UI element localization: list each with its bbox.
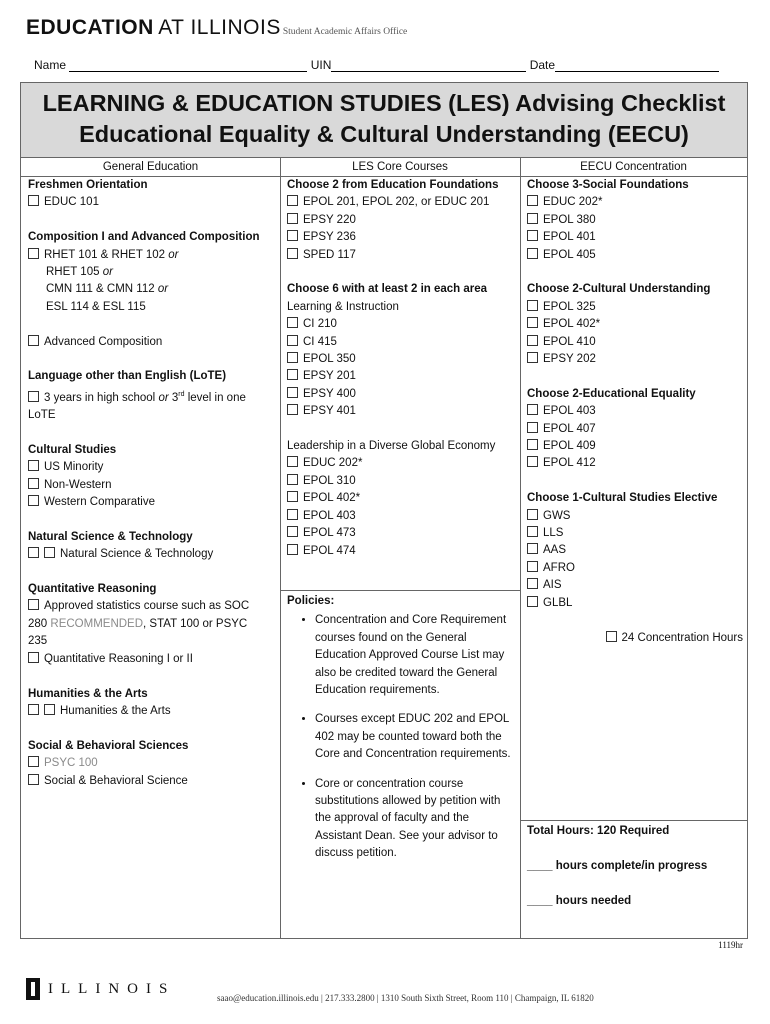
brand-education: EDUCATION	[26, 16, 154, 39]
brand-at-illinois: AT ILLINOIS	[158, 16, 281, 39]
checkbox[interactable]	[28, 547, 39, 558]
checklist-item[interactable]: EPSY 201	[287, 368, 517, 385]
policies-list	[287, 612, 513, 862]
checklist-item[interactable]: EPOL 401	[527, 229, 745, 246]
checkbox[interactable]	[527, 561, 538, 572]
section-heading: Cultural Studies	[28, 443, 117, 456]
checkbox[interactable]	[287, 404, 298, 415]
checklist-item[interactable]: EPOL 325	[527, 299, 745, 316]
option-line: ESL 114 & ESL 115	[46, 300, 146, 313]
checkbox[interactable]	[287, 474, 298, 485]
checklist-item[interactable]: EDUC 202*	[527, 194, 745, 211]
checklist-item[interactable]: EPOL 474	[287, 543, 517, 560]
info-fields	[34, 58, 719, 72]
checklist-item[interactable]: Western Comparative	[28, 494, 276, 511]
checklist-item[interactable]: EPOL 407	[527, 421, 745, 438]
checkbox[interactable]	[527, 352, 538, 363]
checkbox[interactable]	[44, 704, 55, 715]
checkbox[interactable]	[28, 195, 39, 206]
checkbox[interactable]	[28, 756, 39, 767]
checklist-item[interactable]: EDUC 202*	[287, 455, 517, 472]
checkbox[interactable]	[287, 491, 298, 502]
illinois-wordmark: ILLINOIS	[48, 980, 176, 997]
item-continuation: LoTE	[28, 409, 56, 422]
checkbox[interactable]	[287, 213, 298, 224]
checkbox[interactable]	[527, 404, 538, 415]
checkbox[interactable]	[527, 543, 538, 554]
checklist-item[interactable]: GWS	[527, 508, 745, 525]
divider	[520, 820, 747, 821]
checkbox[interactable]	[28, 704, 39, 715]
office-name: Student Academic Affairs Office	[282, 27, 408, 37]
checkbox[interactable]	[28, 774, 39, 785]
option-line: CMN 111 & CMN 112 or	[46, 283, 169, 296]
checkbox[interactable]	[287, 195, 298, 206]
policy-item: • Courses except EDUC 202 and EPOL 402 may be counted toward both the Core and Concentration requirements.	[315, 711, 513, 763]
checklist-item[interactable]: RHET 101 & RHET 102 or	[28, 247, 276, 264]
col-head-les-core: LES Core Courses	[352, 161, 448, 173]
option-line: RHET 105 or	[46, 266, 113, 279]
checkbox[interactable]	[287, 369, 298, 380]
uin-field[interactable]	[331, 59, 526, 72]
checklist-item[interactable]: AIS	[527, 577, 745, 594]
checklist-item[interactable]: EPOL 412	[527, 455, 745, 472]
area-heading: Leadership in a Diverse Global Economy	[287, 440, 496, 453]
checklist-item[interactable]: Humanities & the Arts	[28, 703, 276, 720]
section-heading: Humanities & the Arts	[28, 687, 148, 700]
checkbox[interactable]	[527, 422, 538, 433]
name-label: Name	[34, 58, 67, 72]
checkbox[interactable]	[287, 544, 298, 555]
checkbox[interactable]	[28, 652, 39, 663]
hours-complete-field[interactable]: ____ hours complete/in progress	[527, 859, 708, 872]
date-field[interactable]	[555, 59, 719, 72]
section-heading: Language other than English (LoTE)	[28, 370, 227, 383]
checklist-item[interactable]: AFRO	[527, 560, 745, 577]
checkbox[interactable]	[527, 456, 538, 467]
checkbox[interactable]	[527, 439, 538, 450]
policies-heading: Policies:	[287, 595, 335, 607]
checklist-item[interactable]: EPOL 402*	[527, 316, 745, 333]
checklist-item[interactable]: EPOL 350	[287, 351, 517, 368]
checklist-item[interactable]: EPSY 401	[287, 403, 517, 420]
checkbox[interactable]	[28, 599, 39, 610]
version-code: 1119hr	[718, 940, 743, 950]
checkbox[interactable]	[527, 509, 538, 520]
uin-label: UIN	[310, 58, 332, 72]
checklist-item[interactable]: Approved statistics course such as SOC	[28, 598, 276, 615]
col-head-eecu: EECU Concentration	[580, 161, 687, 173]
checklist-item[interactable]: EPSY 400	[287, 386, 517, 403]
title-box	[20, 82, 748, 158]
checkbox[interactable]	[527, 335, 538, 346]
checkbox[interactable]	[287, 352, 298, 363]
checkbox[interactable]	[287, 248, 298, 259]
checklist-item[interactable]: US Minority	[28, 459, 276, 476]
checklist-item[interactable]: Natural Science & Technology	[28, 546, 276, 563]
section-heading: Choose 6 with at least 2 in each area	[287, 283, 488, 296]
item-continuation: 235	[28, 635, 48, 648]
checkbox[interactable]	[527, 300, 538, 311]
section-heading: Social & Behavioral Sciences	[28, 739, 189, 752]
section-heading: Freshmen Orientation	[28, 179, 148, 191]
checkbox[interactable]	[287, 335, 298, 346]
policy-item: • Concentration and Core Requirement courses found on the General Education Approved Course List may also be credited toward the General Education requirements.	[315, 612, 513, 699]
checkbox[interactable]	[606, 631, 617, 642]
checklist-item[interactable]: SPED 117	[287, 247, 517, 264]
general-education-column	[28, 177, 276, 790]
checklist-item[interactable]: Advanced Composition	[28, 334, 276, 351]
area-heading: Learning & Instruction	[287, 300, 399, 313]
checkbox[interactable]	[527, 526, 538, 537]
checklist-item[interactable]: AAS	[527, 542, 745, 559]
checkbox[interactable]	[527, 596, 538, 607]
checklist-item[interactable]: Quantitative Reasoning I or II	[28, 651, 276, 668]
checklist-item[interactable]: EPOL 403	[527, 403, 745, 420]
checkbox[interactable]	[287, 317, 298, 328]
checkbox[interactable]	[287, 509, 298, 520]
checkbox[interactable]	[527, 195, 538, 206]
checkbox[interactable]	[287, 456, 298, 467]
checklist-item[interactable]: Social & Behavioral Science	[28, 773, 276, 790]
section-heading: Natural Science & Technology	[28, 530, 193, 543]
section-heading: Choose 2-Cultural Understanding	[527, 283, 711, 296]
checkbox[interactable]	[28, 248, 39, 259]
eecu-column	[527, 177, 745, 647]
checkbox[interactable]	[527, 248, 538, 259]
hours-needed-field[interactable]: ____ hours needed	[527, 894, 632, 907]
checkbox[interactable]	[44, 547, 55, 558]
checkbox[interactable]	[28, 495, 39, 506]
checkbox[interactable]	[287, 230, 298, 241]
checklist-item[interactable]: EPOL 410	[527, 334, 745, 351]
checkbox[interactable]	[287, 526, 298, 537]
item-continuation: 280 RECOMMENDED, STAT 100 or PSYC	[28, 617, 248, 630]
checkbox[interactable]	[28, 391, 39, 402]
divider	[280, 158, 281, 938]
checklist-item[interactable]: EPOL 473	[287, 525, 517, 542]
checklist-item[interactable]: EPOL 402*	[287, 490, 517, 507]
policies-section	[287, 593, 513, 875]
title-line-2: Educational Equality & Cultural Understanding (EECU)	[79, 121, 689, 147]
section-heading: Choose 2-Educational Equality	[527, 387, 696, 400]
concentration-hours-item[interactable]: 24 Concentration Hours	[527, 630, 745, 647]
col-head-general-education: General Education	[102, 161, 199, 173]
footer-logo	[26, 978, 175, 1000]
les-core-column	[287, 177, 517, 560]
checklist-grid	[20, 158, 748, 939]
checkbox[interactable]	[527, 230, 538, 241]
checklist-item[interactable]: EPSY 236	[287, 229, 517, 246]
checklist-item[interactable]: EDUC 101	[28, 194, 276, 211]
checklist-item[interactable]: CI 210	[287, 316, 517, 333]
checkbox[interactable]	[527, 578, 538, 589]
title-line-1: LEARNING & EDUCATION STUDIES (LES) Advising Checklist	[42, 90, 726, 116]
section-heading: Composition I and Advanced Composition	[28, 231, 260, 244]
checklist-item[interactable]: 3 years in high school or 3rd level in one	[28, 386, 276, 407]
checkbox[interactable]	[287, 387, 298, 398]
divider	[520, 158, 521, 938]
checkbox[interactable]	[28, 478, 39, 489]
checkbox[interactable]	[527, 317, 538, 328]
header	[26, 16, 407, 40]
checkbox[interactable]	[527, 213, 538, 224]
checklist-item[interactable]: EPOL 403	[287, 508, 517, 525]
totals-section	[527, 823, 745, 910]
footer-contact: saao@education.illinois.edu | 217.333.2800 | 1310 South Sixth Street, Room 110 | Champaign, IL 61820	[217, 993, 594, 1003]
section-heading: Choose 2 from Education Foundations	[287, 179, 499, 191]
section-heading: Quantitative Reasoning	[28, 583, 157, 596]
total-hours-heading: Total Hours: 120 Required	[527, 825, 670, 837]
checklist-item[interactable]: CI 415	[287, 334, 517, 351]
date-label: Date	[529, 58, 556, 72]
checkbox[interactable]	[28, 460, 39, 471]
checklist-item[interactable]: EPOL 201, EPOL 202, or EDUC 201	[287, 194, 517, 211]
checkbox[interactable]	[28, 335, 39, 346]
checklist-item[interactable]: EPOL 405	[527, 247, 745, 264]
policy-item: • Core or concentration course substitutions allowed by petition with the approval of faculty and the Assistant Dean. See your advisor to discuss petition.	[315, 776, 513, 863]
section-heading: Choose 1-Cultural Studies Elective	[527, 492, 718, 505]
checklist-item[interactable]: PSYC 100	[28, 755, 276, 772]
checklist-item[interactable]: EPOL 409	[527, 438, 745, 455]
section-heading: Choose 3-Social Foundations	[527, 179, 689, 191]
checklist-item[interactable]: EPOL 310	[287, 473, 517, 490]
checklist-item[interactable]: LLS	[527, 525, 745, 542]
checklist-item[interactable]: Non-Western	[28, 477, 276, 494]
name-field[interactable]	[69, 59, 307, 72]
checklist-item[interactable]: GLBL	[527, 595, 745, 612]
illinois-block-i-icon	[26, 978, 40, 1000]
divider	[280, 590, 521, 591]
checklist-item[interactable]: EPSY 202	[527, 351, 745, 368]
checklist-item[interactable]: EPSY 220	[287, 212, 517, 229]
checklist-item[interactable]: EPOL 380	[527, 212, 745, 229]
